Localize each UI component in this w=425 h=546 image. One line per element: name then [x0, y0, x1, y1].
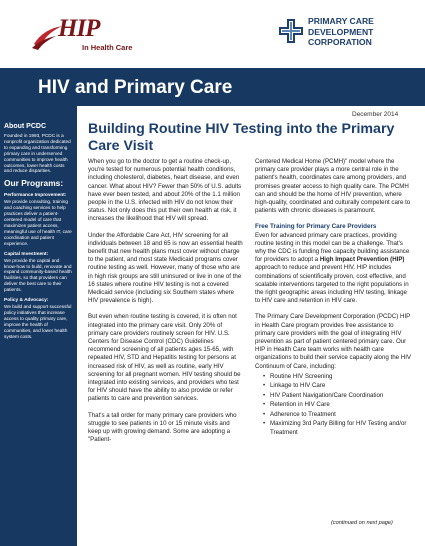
paragraph: But even when routine testing is covered, it is often not integrated into the primary care visit. Only 20% of primary care providers routinely screen for HIV. U.S. Centers for Disease Control (CDC) Guidelines recommend screening of all patients ages 15-65, with repeated HIV, STD and Hepatitis testing for persons at increased risk of HIV, as well as routine, early HIV screening for all pregnant women. HIV testing should be integrated into existing services, and providers who test for HIV should have the ability to also provide or refer patients to care and prevention services.	[88, 313, 241, 403]
paragraph: Centered Medical Home (PCMH)" model where the primary care provider plays a more central role in the patient's health, coordinates care among providers, and promises greater access to high quality care. The PCMH can and should be the home of HIV prevention, where high-quality, coordinated and culturally competent care to patients with chronic diseases is paramount.	[255, 158, 411, 215]
article-column-1	[88, 158, 244, 453]
article-column-2	[255, 158, 411, 438]
list-item: • Linkage to HIV Care	[263, 382, 411, 390]
about-heading: About PCDC	[4, 123, 46, 130]
text-run: approach to reduce and prevent HIV. HIP includes combinations of scientifically proven, cost effective, and scalable interventions targeted to the right populations in the right geographic areas including HIV testing, linkage to HIV care and retention in HIV care.	[255, 264, 409, 305]
program-name: Capital Investment:	[4, 251, 49, 257]
pcdc-logo-line: PRIMARY CARE	[308, 16, 374, 26]
paragraph: The Primary Care Development Corporation (PCDC) HIP in Health Care program provides free assistance to primary care providers with the goal of integrating HIV prevention as part of patient centered primary care. Our HIP in Health Care team works with health care organizations to build their service capacity along the HIV Continuum of Care, including:	[255, 313, 411, 370]
program-item	[4, 298, 73, 339]
list-item: • Maximizing 3rd Party Billing for HIV Testing and/or Treatment	[263, 420, 411, 436]
programs-heading: Our Programs:	[4, 178, 64, 189]
paragraph	[255, 232, 411, 306]
pcdc-cross-icon	[278, 18, 304, 44]
paragraph: That's a tall order for many primary care providers who struggle to see patients in 10 or 15 minute visits and keep up with growing demand. Some are adopting a "Patient-	[88, 411, 237, 444]
list-item: • HIV Patient Navigation/Care Coordination	[263, 392, 411, 400]
hip-logo-tagline: In Health Care	[82, 43, 133, 52]
hip-logo-word: HIP	[58, 15, 100, 42]
sidebar	[0, 106, 77, 546]
banner-title: HIV and Primary Care	[38, 77, 233, 98]
program-name: Performance Improvement:	[4, 193, 67, 199]
section-heading: Free Training for Primary Care Providers	[255, 223, 377, 231]
program-name: Policy & Advocacy:	[4, 298, 49, 304]
program-text: We provide consulting, training and coaching services to help practices deliver a patient-centered model of care that maximizes patient access, meaningful use of health IT, care coordination and patient experience.	[4, 199, 72, 246]
pcdc-logo-line: CORPORATION	[308, 37, 372, 47]
about-text: Founded in 1993, PCDC is a nonprofit organization dedicated to expanding and transforming primary care in underserved communities to improve health outcomes, lower health costs and reduce disparities.	[4, 133, 71, 174]
pcdc-logo-line: DEVELOPMENT	[308, 26, 374, 37]
program-item	[4, 193, 73, 246]
pcdc-logo	[278, 14, 418, 58]
continuum-list	[263, 373, 411, 437]
program-text: We build and support successful policy initiatives that increase access to quality primary care, improve the health of communities, and lower health system costs.	[4, 304, 72, 339]
paragraph: When you go to the doctor to get a routine check-up, you're tested for numerous potential health conditions, including cholesterol, diabetes, heart disease, and even cancer. What about HIV? Fewer than 50% of U.S. adults have ever been tested, and about 20% of the 1.1 million people in the U.S. infected with HIV do not know their status. Not only does this put their own health at risk, it increases the likelihood that HIV will spread.	[88, 158, 242, 223]
hip-term: High Impact Prevention (HIP)	[319, 256, 405, 264]
pcdc-logo-text	[308, 16, 374, 48]
program-item	[4, 252, 73, 293]
article-title: Building Routine HIV Testing into the Primary Care Visit	[88, 121, 395, 154]
page-header	[0, 0, 425, 68]
continued-note: (continued on next page)	[331, 520, 393, 526]
list-item: • Adherence to Treatment	[263, 411, 411, 419]
issue-date: December 2014	[352, 111, 399, 118]
list-item: • Retention in HIV Care	[263, 401, 411, 409]
text-run: Even for advanced primary care practices, providing routine testing in this model can be a challenge. That's why the CDC is funding free capacity building assistance for providers to adopt a	[255, 231, 410, 264]
paragraph: Under the Affordable Care Act, HIV screening for all individuals between 18 and 65 is now an essential health benefit that new health plans must cover without charge to the patient, and most state Medicaid programs cover routine testing as well. However, many of those who are in high risk groups are still uninsured or live in one of the 16 states where routine HIV testing is not a covered Medicaid service (including six Southern states where HIV prevalence is high).	[88, 231, 243, 305]
program-text: We provide the capital and know-how to build, renovate and expand community-based health facilities, so that providers can deliver the best care to their patients.	[4, 257, 72, 293]
list-item: • Routine HIV Screening	[263, 373, 411, 381]
hip-logo	[30, 12, 140, 56]
